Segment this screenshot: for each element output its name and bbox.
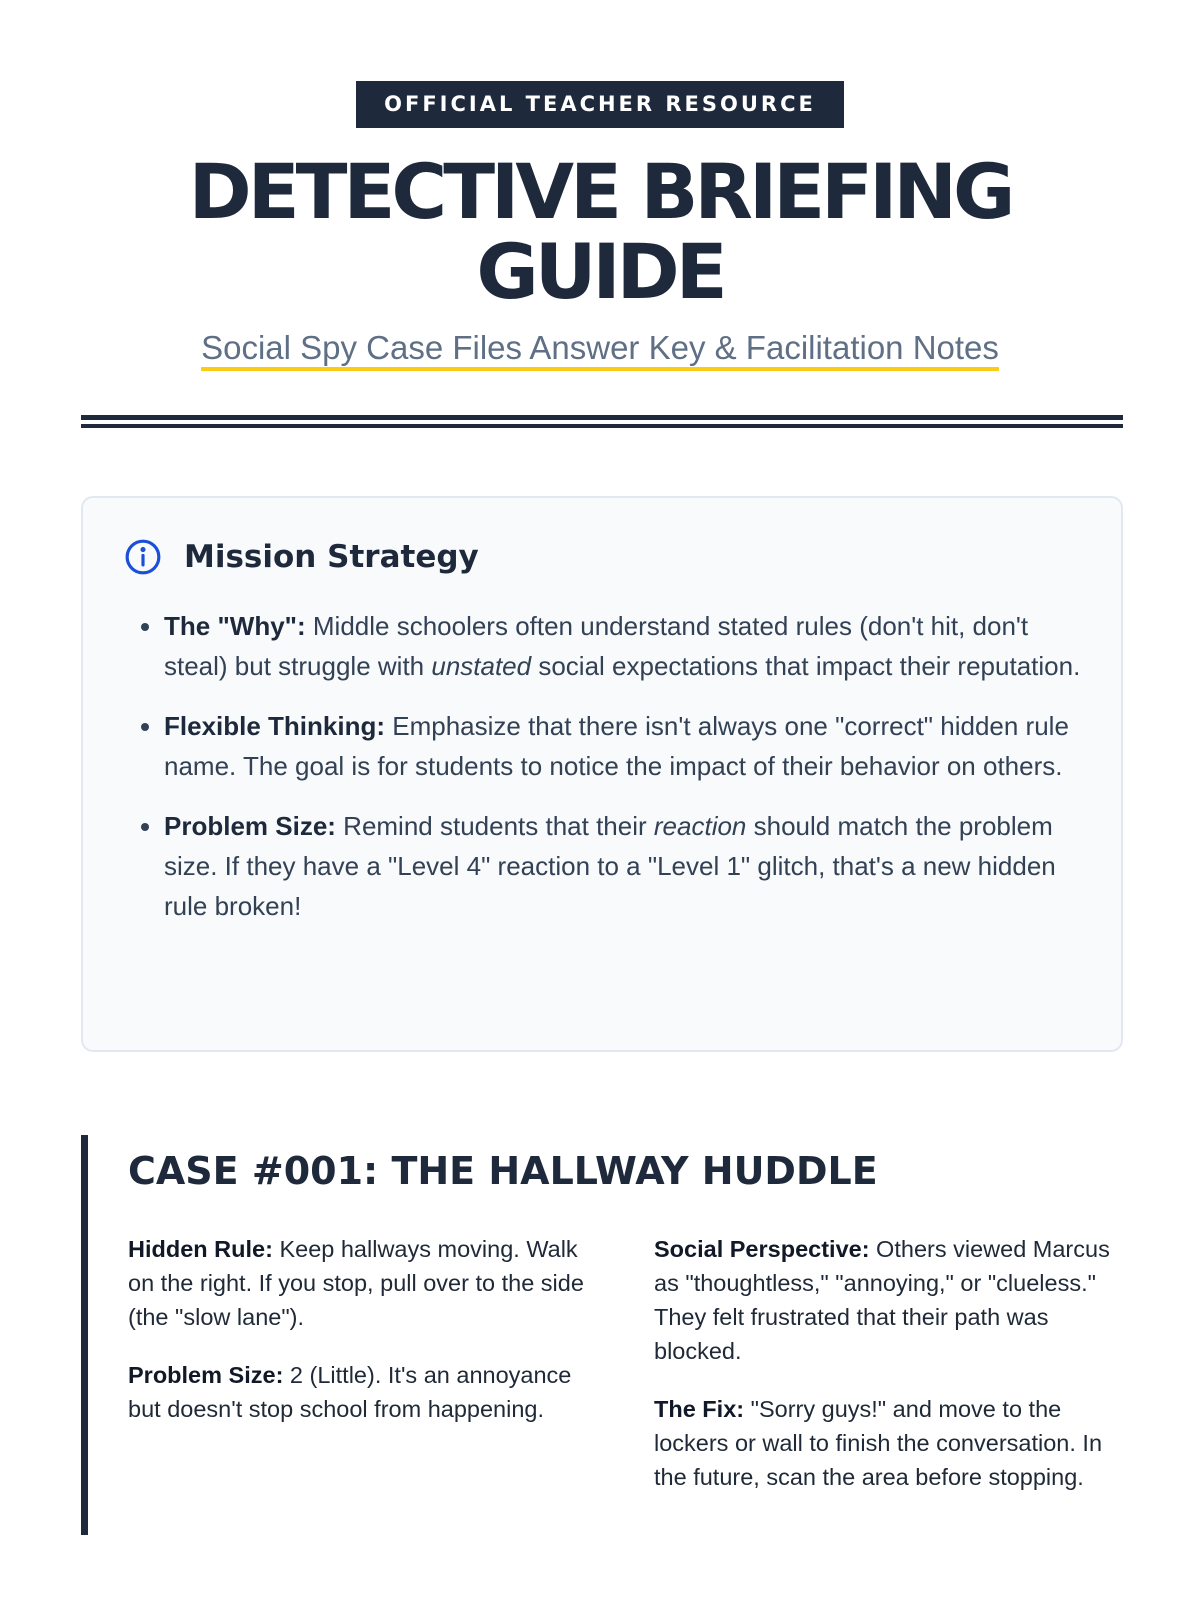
the-fix-text: "Sorry guys!" and move to the lockers or wall to finish the conversation. In the future, scan the area before stopping.: [654, 1396, 1103, 1490]
badge-container: [0, 81, 1200, 128]
case-right-column: [654, 1232, 1124, 1518]
header-divider: [81, 415, 1123, 428]
strategy-item-problem-size: [164, 806, 1091, 926]
strategy-item-flexible-thinking: [164, 706, 1091, 786]
info-icon: [124, 538, 162, 576]
strategy-item-text: Middle schoolers often understand stated rules (don't hit, don't steal) but struggle with: [164, 611, 1029, 681]
case-001-section: [81, 1135, 1123, 1535]
divider-line-bottom: [81, 424, 1123, 428]
title-line-2: GUIDE: [476, 227, 724, 316]
case-title: CASE #001: THE HALLWAY HUDDLE: [128, 1149, 878, 1193]
strategy-header: [124, 538, 479, 576]
case-left-column: [128, 1232, 603, 1450]
strategy-title: Mission Strategy: [184, 539, 479, 575]
divider-line-top: [81, 415, 1123, 420]
strategy-list: [124, 606, 1091, 946]
title-line-1: DETECTIVE BRIEFING: [188, 147, 1012, 236]
strategy-item-why: [164, 606, 1091, 686]
strategy-item-emphasis: unstated: [431, 651, 532, 681]
hidden-rule-label: Hidden Rule:: [128, 1236, 273, 1262]
strategy-item-text-after: social expectations that impact their reputation.: [531, 651, 1081, 681]
strategy-item-text-after: should match the problem size. If they have a "Level 4" reaction to a "Level 1" glitch, that's a new hidden rule broken!: [164, 811, 1056, 921]
problem-size-label: Problem Size:: [128, 1362, 284, 1388]
mission-strategy-panel: [81, 496, 1123, 1052]
strategy-item-text: Remind students that their: [335, 811, 654, 841]
strategy-item-emphasis: reaction: [653, 811, 747, 841]
social-perspective-label: Social Perspective:: [654, 1236, 870, 1262]
problem-size-paragraph: [128, 1358, 603, 1426]
page-title: [0, 147, 1200, 316]
problem-size-text: 2 (Little). It's an annoyance but doesn't stop school from happening.: [128, 1362, 572, 1422]
hidden-rule-paragraph: [128, 1232, 603, 1334]
hidden-rule-text: Keep hallways moving. Walk on the right. If you stop, pull over to the side (the "slow lane").: [128, 1236, 584, 1330]
strategy-item-label: Problem Size:: [164, 811, 336, 841]
the-fix-paragraph: [654, 1392, 1124, 1494]
resource-badge: OFFICIAL TEACHER RESOURCE: [356, 81, 844, 128]
strategy-item-label: Flexible Thinking:: [164, 711, 386, 741]
strategy-item-label: The "Why":: [164, 611, 306, 641]
strategy-item-text: Emphasize that there isn't always one "correct" hidden rule name. The goal is for students to notice the impact of their behavior on others.: [164, 711, 1069, 781]
the-fix-label: The Fix:: [654, 1396, 745, 1422]
social-perspective-text: Others viewed Marcus as "thoughtless," "annoying," or "clueless." They felt frustrated that their path was blocked.: [654, 1236, 1110, 1364]
subtitle-container: [0, 328, 1200, 368]
page-subtitle: Social Spy Case Files Answer Key & Facilitation Notes: [201, 329, 999, 366]
social-perspective-paragraph: [654, 1232, 1124, 1368]
